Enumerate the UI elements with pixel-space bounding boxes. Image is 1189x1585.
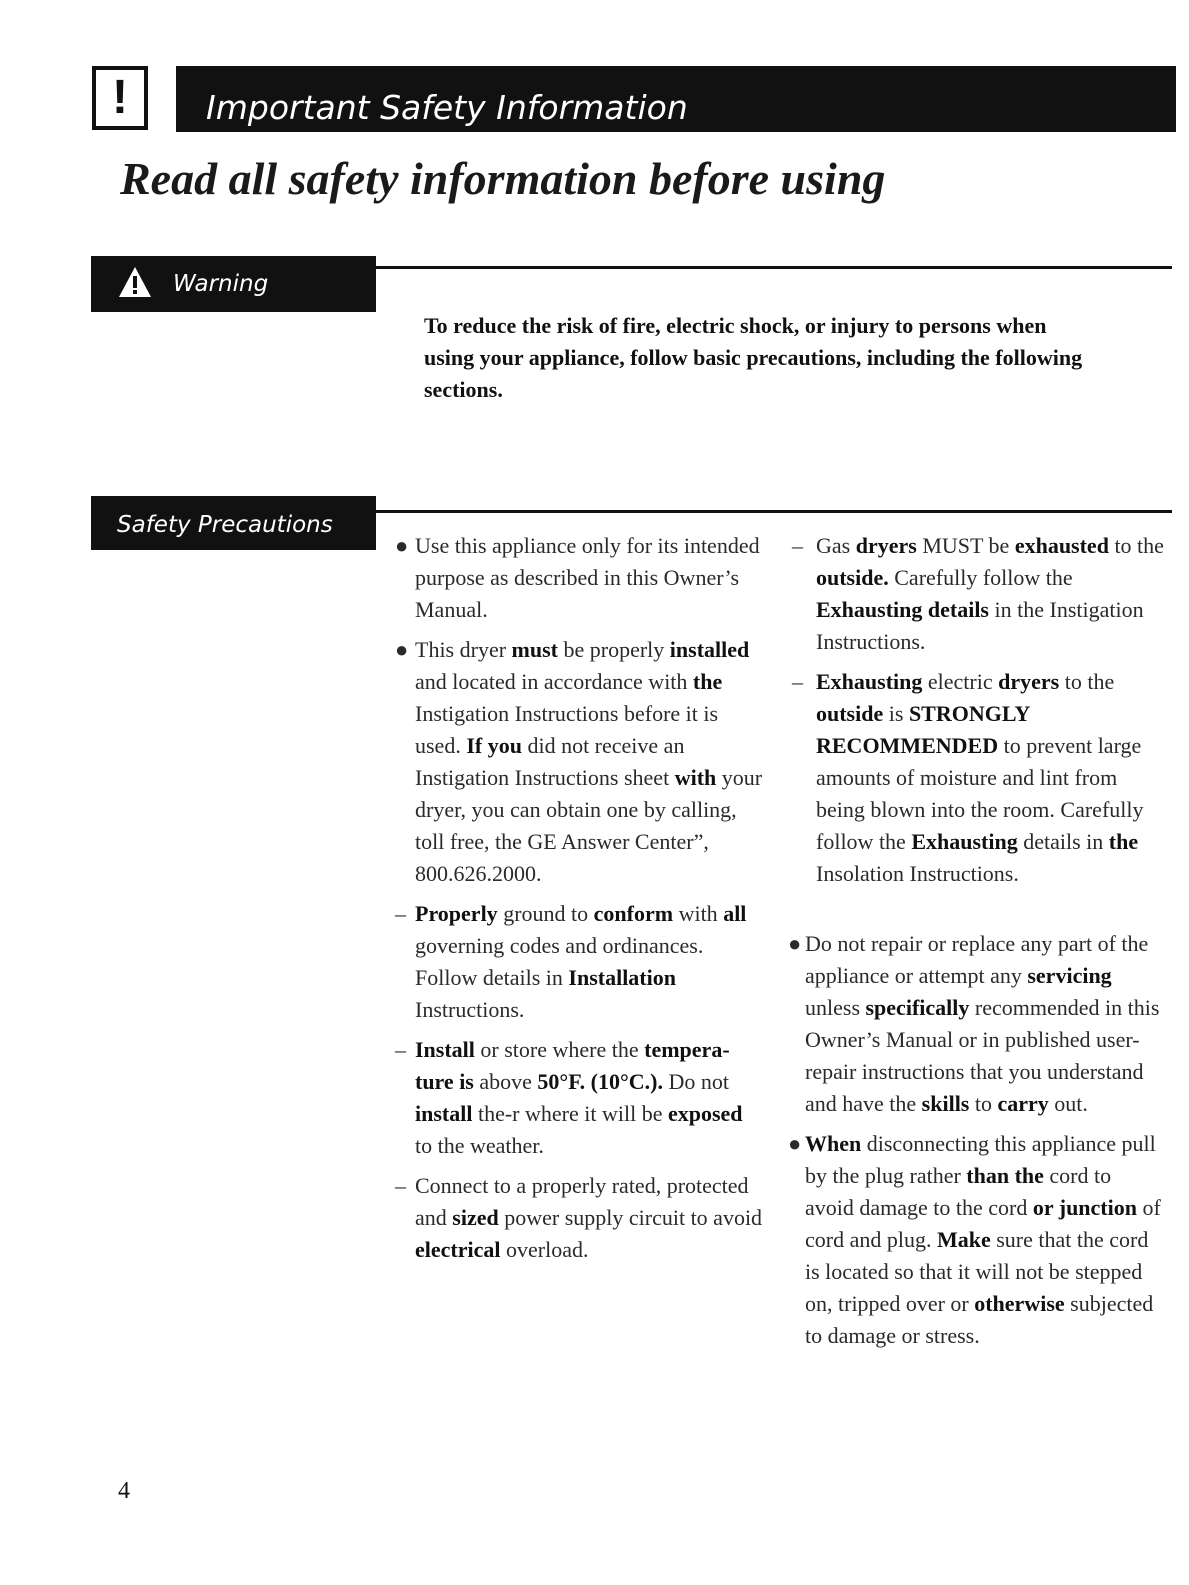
dash-icon: – <box>395 901 406 926</box>
safety-precautions-label: Safety Precautions <box>91 496 376 550</box>
precaution-text: This dryer must be properly installed and located in accordance with the Instigation Instructions before it is used. If you did not receive an Instigation Instructions sheet with your dryer, you can obtain one by calling, toll free, the GE Answer Center”, 800.626.2000. <box>415 637 763 886</box>
warning-label: Warning <box>91 256 376 312</box>
bullet-icon: ● <box>395 637 409 662</box>
precaution-item <box>792 530 1166 658</box>
precaution-item <box>395 634 765 890</box>
dash-icon: – <box>792 533 803 558</box>
precaution-item <box>395 898 765 1026</box>
page-number: 4 <box>118 1478 130 1504</box>
exclamation-icon <box>92 66 148 130</box>
precaution-item <box>395 1170 765 1266</box>
precaution-text: When disconnecting this appliance pull by the plug rather than the cord to avoid damage to the cord or junction of cord and plug. Make sure that the cord is located so that it will not be stepped on, tripped over or otherwise subjected to damage or stress. <box>805 1131 1161 1348</box>
warning-triangle-icon <box>118 266 152 298</box>
precaution-text: Install or store where the tempera-ture is above 50°F. (10°C.). Do not install the-r where it will be exposed to the weather. <box>415 1037 743 1158</box>
page-subtitle: Read all safety information before using <box>120 153 886 204</box>
precautions-column-left <box>395 530 765 1274</box>
page-title: Important Safety Information <box>206 88 688 127</box>
precaution-item <box>395 530 765 626</box>
precaution-item <box>788 1128 1165 1352</box>
safety-precautions-divider <box>376 510 1172 513</box>
bullet-icon: ● <box>788 1131 802 1156</box>
precaution-text: Gas dryers MUST be exhausted to the outside. Carefully follow the Exhausting details in the Instigation Instructions. <box>816 533 1164 654</box>
exclamation-glyph: ! <box>112 71 128 124</box>
precaution-text: Connect to a properly rated, protected and sized power supply circuit to avoid electrical overload. <box>415 1173 763 1262</box>
dash-icon: – <box>792 669 803 694</box>
precautions-column-right-dashes <box>792 530 1166 898</box>
precaution-item <box>792 666 1166 890</box>
warning-statement: To reduce the risk of fire, electric shock, or injury to persons when using your appliance, follow basic precautions, including the following sections. <box>424 313 1083 402</box>
dash-icon: – <box>395 1173 406 1198</box>
precaution-text: Use this appliance only for its intended purpose as described in this Owner’s Manual. <box>415 533 760 622</box>
bullet-icon: ● <box>395 533 409 558</box>
section-header-bar <box>176 66 1176 132</box>
warning-divider <box>376 266 1172 269</box>
precaution-item <box>395 1034 765 1162</box>
precaution-text: Exhausting electric dryers to the outside is STRONGLY RECOMMENDED to prevent large amounts of moisture and lint from being blown into the room. Carefully follow the Exhausting details in the Insolation Instructions. <box>816 669 1144 886</box>
bullet-icon: ● <box>788 931 802 956</box>
precaution-item <box>788 928 1165 1120</box>
precaution-text: Properly ground to conform with all governing codes and ordinances. Follow details in Installation Instructions. <box>415 901 747 1022</box>
dash-icon: – <box>395 1037 406 1062</box>
precaution-text: Do not repair or replace any part of the appliance or attempt any servicing unless specifically recommended in this Owner’s Manual or in published user-repair instructions that you understand and have the skills to carry out. <box>805 931 1160 1116</box>
precautions-column-right-bullets <box>788 928 1165 1360</box>
